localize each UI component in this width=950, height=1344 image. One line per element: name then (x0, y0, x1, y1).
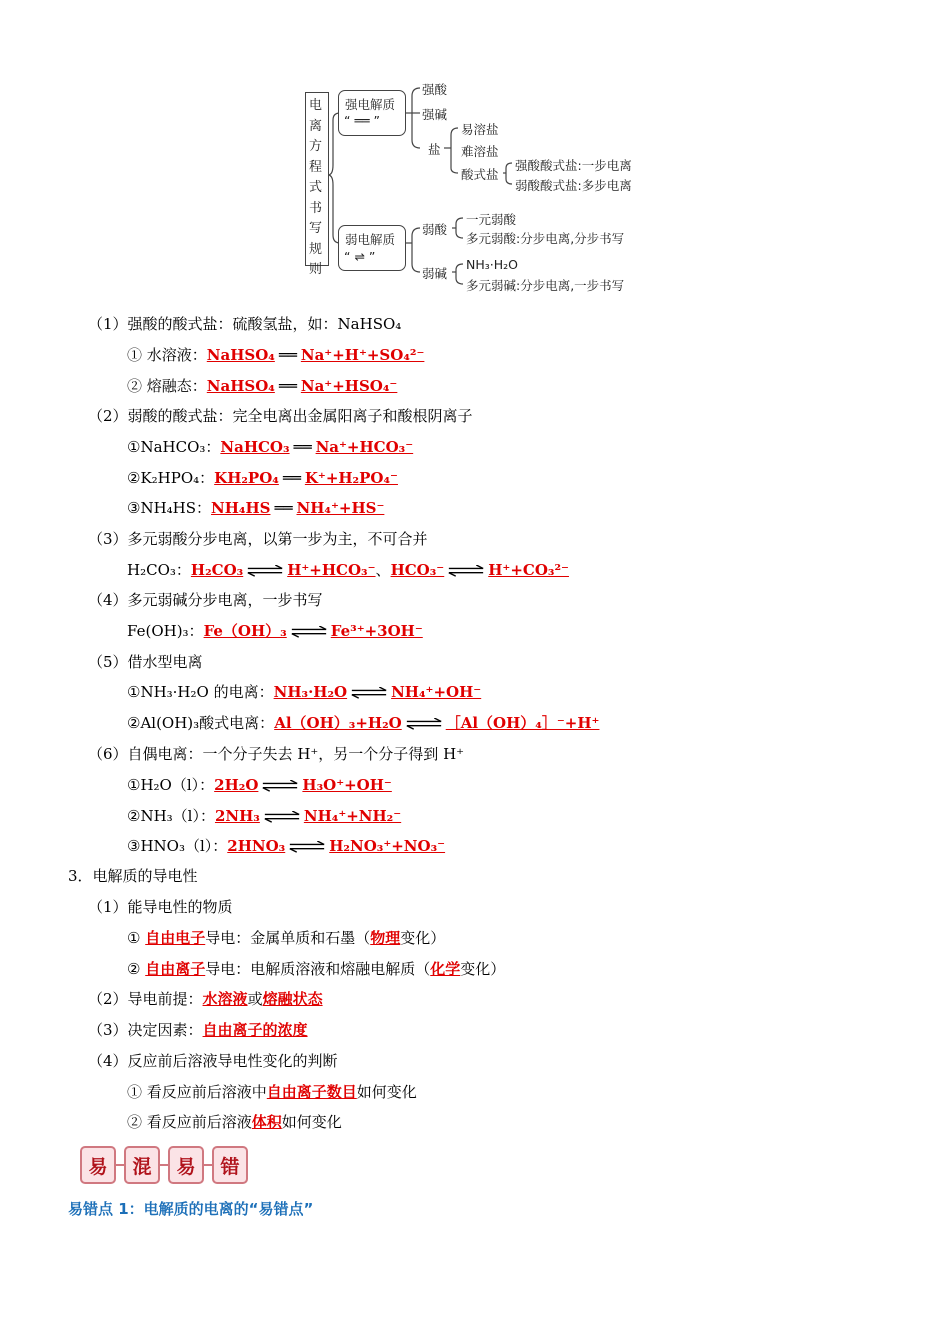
s6b-left: 2NH₃ (214, 807, 260, 825)
s6a-row (127, 775, 392, 795)
s5a-row (127, 682, 481, 702)
soluble-salt: 易溶盐 (461, 122, 499, 137)
t3-3-pre: （3）决定因素： (88, 1021, 203, 1039)
s1a-right: Na⁺+H⁺+SO₄²⁻ (300, 346, 425, 364)
t3-2-pre: （2）导电前提： (88, 990, 203, 1008)
s6b-label: ②NH₃（l）： (127, 807, 215, 825)
equal-sign: ══ (274, 499, 293, 517)
s3-heading: （3）多元弱酸分步电离，以第一步为主，不可合并 (88, 530, 428, 548)
banner-connector (160, 1164, 168, 1166)
reversible-arrow-icon (444, 565, 488, 577)
t3-3-answer: 自由离子的浓度 (202, 1021, 308, 1039)
s2c-left: NH₄HS (211, 499, 271, 517)
reversible-arrow-icon (402, 718, 446, 730)
s1b-row (127, 376, 397, 396)
s3a-row (127, 560, 569, 580)
s2a-left: NaHCO₃ (220, 438, 290, 456)
t3-1a-pre: ① (127, 929, 146, 947)
weak-acid-salt: 弱酸酸式盐:多步电离 (515, 178, 632, 193)
t3-1b-row (127, 959, 505, 979)
s1b-left: NaHSO₄ (206, 377, 275, 395)
t3-2-answer: 水溶液 (202, 990, 248, 1008)
weak-base: 弱碱 (422, 266, 448, 281)
s3a-left2: HCO₃⁻ (390, 561, 445, 579)
s6a-right: H₃O⁺+OH⁻ (302, 776, 392, 794)
s4a-label: Fe(OH)₃： (127, 622, 204, 640)
s6c-label: ③HNO₃（l）： (127, 837, 228, 855)
s2b-left: KH₂PO₄ (214, 469, 279, 487)
s5a-left: NH₃·H₂O (273, 683, 348, 701)
s2c-right: NH₄⁺+HS⁻ (296, 499, 385, 517)
strong-electrolyte-sign: “ ══ ” (344, 113, 380, 128)
s2a-right: Na⁺+HCO₃⁻ (315, 438, 414, 456)
nh3-h2o: NH₃·H₂O (466, 257, 518, 272)
s1-heading: （1）强酸的酸式盐：硫酸氢盐，如：NaHSO₄ (88, 315, 402, 333)
strong-base: 强碱 (422, 107, 448, 122)
s2a-row (127, 437, 413, 457)
s5b-label: ②Al(OH)₃酸式电离： (127, 714, 275, 732)
error-prone-banner (80, 1146, 248, 1184)
s5a-label: ①NH₃·H₂O 的电离： (127, 683, 274, 701)
s2b-right: K⁺+H₂PO₄⁻ (304, 469, 398, 487)
t3-1a-answer2: 物理 (370, 929, 401, 947)
s2-heading: （2）弱酸的酸式盐：完全电离出金属阳离子和酸根阴离子 (88, 407, 473, 425)
t3-4b-answer: 体积 (251, 1113, 282, 1131)
s3a-sep: 、 (375, 561, 391, 579)
equal-sign: ══ (278, 377, 297, 395)
banner-connector (116, 1164, 124, 1166)
s2a-label: ①NaHCO₃： (127, 438, 221, 456)
t3-1b-answer2: 化学 (430, 960, 461, 978)
s5-heading: （5）借水型电离 (88, 653, 203, 671)
t3-1a-answer: 自由电子 (145, 929, 206, 947)
s1a-label: ① 水溶液： (127, 346, 207, 364)
s2c-row (127, 498, 384, 518)
t3-4a-pre: ① 看反应前后溶液中 (127, 1083, 267, 1101)
s1b-label: ② 熔融态： (127, 377, 207, 395)
t3-1a-row (127, 928, 445, 948)
t3-2-row (88, 989, 323, 1009)
weak-electrolyte-sign: “ ⇌ ” (344, 249, 376, 264)
s5b-row (127, 713, 599, 733)
t3-1b-pre: ② (127, 960, 146, 978)
s6a-label: ①H₂O（l）： (127, 776, 215, 794)
mono-weak-acid: 一元弱酸 (466, 212, 517, 227)
t3-3-row (88, 1020, 308, 1040)
s6b-row (127, 806, 401, 826)
banner-tile: 易 (80, 1146, 116, 1184)
s4a-right: Fe³⁺+3OH⁻ (330, 622, 423, 640)
equal-sign: ══ (293, 438, 312, 456)
s6b-right: NH₄⁺+NH₂⁻ (303, 807, 402, 825)
t3-4a-row (127, 1082, 417, 1102)
t3-2-answer2: 熔融状态 (262, 990, 323, 1008)
s6c-left: 2HNO₃ (227, 837, 286, 855)
banner-tile: 错 (212, 1146, 248, 1184)
insoluble-salt: 难溶盐 (461, 144, 499, 159)
s4a-row (127, 621, 423, 641)
t3-heading: 3．电解质的导电性 (68, 867, 198, 885)
equal-sign: ══ (278, 346, 297, 364)
poly-weak-base: 多元弱碱:分步电离,一步书写 (466, 278, 625, 293)
reversible-arrow-icon (258, 780, 302, 792)
t3-1b-mid: 导电：电解质溶液和熔融电解质（ (205, 960, 431, 978)
equal-sign: ══ (282, 469, 301, 487)
reversible-arrow-icon (243, 565, 287, 577)
reversible-arrow-icon (285, 841, 329, 853)
s1a-row (127, 345, 424, 365)
banner-tile: 易 (168, 1146, 204, 1184)
t3-1b-post: 变化） (460, 960, 506, 978)
s6a-left: 2H₂O (214, 776, 259, 794)
t3-4b-post: 如何变化 (281, 1113, 342, 1131)
s1b-right: Na⁺+HSO₄⁻ (300, 377, 398, 395)
s2c-label: ③NH₄HS： (127, 499, 212, 517)
s6c-row (127, 836, 445, 856)
t3-1a-post: 变化） (400, 929, 446, 947)
strong-acid-salt: 强酸酸式盐:一步电离 (515, 158, 632, 173)
root-label: 电离方程式书写规则 (309, 98, 323, 277)
s3a-left1: H₂CO₃ (190, 561, 244, 579)
poly-weak-acid: 多元弱酸:分步电离,分步书写 (466, 231, 625, 246)
t3-1-heading: （1）能导电性的物质 (88, 898, 233, 916)
salt: 盐 (428, 142, 441, 157)
s5b-left: Al（OH）₃+H₂O (274, 714, 402, 732)
s5a-right: NH₄⁺+OH⁻ (391, 683, 482, 701)
reversible-arrow-icon (287, 626, 331, 638)
s2b-row (127, 468, 398, 488)
error-point-heading: 易错点 1：电解质的电离的“易错点” (68, 1200, 314, 1218)
weak-electrolyte-label: 弱电解质 (345, 232, 396, 247)
s6c-right: H₂NO₃⁺+NO₃⁻ (329, 837, 446, 855)
t3-1a-mid: 导电：金属单质和石墨（ (205, 929, 371, 947)
t3-4-heading: （4）反应前后溶液导电性变化的判断 (88, 1052, 338, 1070)
banner-connector (204, 1164, 212, 1166)
acid-salt: 酸式盐 (461, 167, 499, 182)
t3-4b-pre: ② 看反应前后溶液 (127, 1113, 252, 1131)
t3-4a-answer: 自由离子数目 (266, 1083, 357, 1101)
strong-acid: 强酸 (422, 82, 448, 97)
t3-4b-row (127, 1112, 342, 1132)
s3a-right2: H⁺+CO₃²⁻ (488, 561, 569, 579)
t3-4a-post: 如何变化 (356, 1083, 417, 1101)
s4-heading: （4）多元弱碱分步电离，一步书写 (88, 591, 323, 609)
t3-2-mid: 或 (247, 990, 263, 1008)
strong-electrolyte-label: 强电解质 (345, 97, 396, 112)
s5b-right: ［Al（OH）₄］⁻+H⁺ (445, 714, 600, 732)
t3-1b-answer: 自由离子 (145, 960, 206, 978)
banner-tile: 混 (124, 1146, 160, 1184)
s3a-right1: H⁺+HCO₃⁻ (287, 561, 376, 579)
s6-heading: （6）自偶电离：一个分子失去 H⁺，另一个分子得到 H⁺ (88, 745, 465, 763)
reversible-arrow-icon (347, 687, 391, 699)
s1a-left: NaHSO₄ (206, 346, 275, 364)
reversible-arrow-icon (260, 811, 304, 823)
s4a-left: Fe（OH）₃ (203, 622, 287, 640)
s3a-label: H₂CO₃： (127, 561, 191, 579)
s2b-label: ②K₂HPO₄： (127, 469, 215, 487)
weak-acid: 弱酸 (422, 222, 448, 237)
